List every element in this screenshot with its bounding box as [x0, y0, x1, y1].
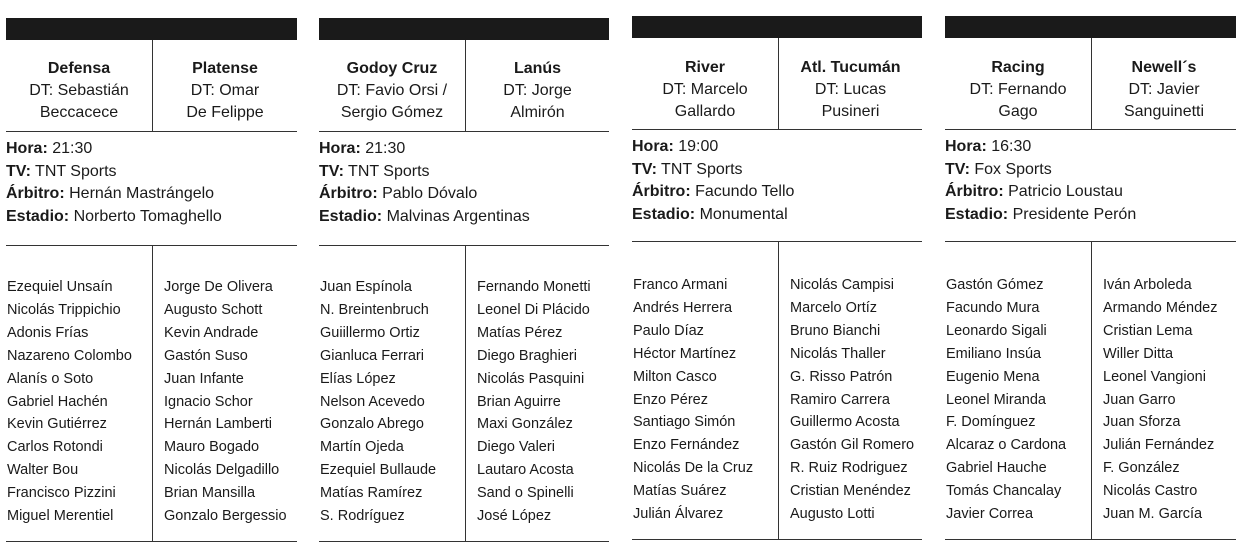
away-team: [153, 58, 297, 124]
player-name: Matías Ramírez: [320, 485, 423, 502]
player-name: F. Domínguez: [946, 414, 1036, 431]
player-name: Augusto Schott: [164, 301, 263, 318]
referee-value: Hernán Mastrángelo: [69, 185, 215, 203]
player-name: Ezequiel Bullaude: [320, 462, 437, 479]
tv-channel-value: TNT Sports: [661, 160, 743, 178]
home-lineup: [7, 276, 132, 528]
tv-channel-row: [6, 161, 297, 184]
stadium-label: Estadio:: [632, 206, 696, 224]
info-rule: [945, 241, 1236, 242]
player-name: Cristian Menéndez: [790, 483, 911, 500]
player-name: Nicolás Castro: [1103, 483, 1198, 500]
player-name: Mauro Bogado: [164, 439, 260, 456]
bottom-rule: [632, 539, 922, 540]
kickoff-time-label: Hora:: [6, 140, 48, 157]
player-name: Julián Fernández: [1103, 437, 1215, 454]
header-bar: [945, 16, 1236, 38]
away-team: [1092, 57, 1236, 123]
referee-row: [632, 181, 922, 204]
player-name: S. Rodríguez: [320, 508, 405, 525]
tv-channel-row: [632, 159, 922, 182]
player-name: Francisco Pizzini: [7, 485, 116, 502]
header-rule: [945, 129, 1236, 130]
player-name: Gabriel Hauche: [946, 460, 1047, 477]
referee-value: Patricio Loustau: [1008, 183, 1123, 201]
player-name: Leonel Di Plácido: [477, 301, 590, 318]
referee-label: Árbitro:: [6, 185, 65, 203]
player-name: Milton Casco: [633, 368, 717, 385]
coach-line: Pusineri: [821, 103, 880, 120]
tv-channel-value: TNT Sports: [348, 162, 430, 180]
coach-line: Almirón: [510, 104, 565, 121]
player-name: F. González: [1103, 460, 1180, 477]
team-name: Godoy Cruz: [346, 60, 438, 77]
coach-line: DT: Jorge: [503, 82, 572, 99]
home-team: [319, 58, 465, 124]
match-card: [945, 0, 1236, 553]
coach-line: DT: Javier: [1128, 81, 1200, 98]
header-rule: [6, 131, 297, 132]
coach-line: De Felippe: [186, 104, 264, 121]
player-name: Nicolás Trippichio: [7, 301, 121, 318]
player-name: Javier Correa: [946, 506, 1034, 523]
home-lineup: [633, 274, 753, 526]
player-name: Héctor Martínez: [633, 345, 737, 362]
team-name: Lanús: [513, 60, 562, 77]
match-info: [945, 136, 1236, 227]
player-name: R. Ruiz Rodriguez: [790, 460, 908, 477]
player-name: Ezequiel Unsaín: [7, 279, 113, 295]
player-name: Cristian Lema: [1103, 322, 1193, 339]
player-name: Sand o Spinelli: [477, 485, 574, 502]
player-name: Leonel Miranda: [946, 391, 1046, 408]
player-name: Elías López: [320, 370, 396, 387]
player-name: Kevin Gutiérrez: [7, 416, 107, 433]
info-rule: [6, 245, 297, 246]
player-name: Eugenio Mena: [946, 368, 1040, 385]
home-team: [632, 57, 778, 123]
header-rule: [632, 129, 922, 130]
player-name: Augusto Lotti: [790, 506, 875, 523]
kickoff-time-row: [6, 138, 297, 161]
tv-channel-label: TV:: [319, 162, 344, 180]
player-name: Adonis Frías: [7, 324, 89, 341]
kickoff-time-value: 21:30: [52, 140, 93, 157]
player-name: Maxi González: [477, 416, 573, 433]
tv-channel-label: TV:: [945, 160, 970, 178]
player-name: Matías Suárez: [633, 483, 727, 500]
lineup-divider: [152, 245, 153, 541]
stadium-row: [319, 206, 609, 229]
player-name: Guillermo Acosta: [790, 414, 900, 431]
away-lineup: [790, 274, 914, 526]
player-name: Diego Braghieri: [477, 347, 577, 364]
player-name: José López: [477, 508, 552, 525]
player-name: Enzo Fernández: [633, 437, 740, 454]
player-name: Matías Pérez: [477, 324, 563, 341]
coach-line: DT: Fernando: [969, 81, 1067, 98]
home-team: [6, 58, 152, 124]
player-name: Martín Ojeda: [320, 439, 404, 456]
match-info: [6, 138, 297, 229]
player-name: Ramiro Carrera: [790, 391, 890, 408]
player-name: Andrés Herrera: [633, 299, 733, 316]
kickoff-time-value: 19:00: [678, 138, 719, 155]
match-card: [6, 0, 297, 553]
player-name: Iván Arboleda: [1103, 277, 1192, 293]
player-name: Julián Álvarez: [633, 506, 724, 523]
stadium-value: Malvinas Argentinas: [386, 208, 530, 226]
stadium-label: Estadio:: [945, 206, 1009, 224]
referee-row: [945, 181, 1236, 204]
match-info: [319, 138, 609, 229]
kickoff-time-value: 16:30: [991, 138, 1032, 155]
coach-line: Sergio Gómez: [340, 104, 444, 121]
kickoff-time-label: Hora:: [632, 138, 674, 155]
player-name: Leonel Vangioni: [1103, 368, 1206, 385]
tv-channel-value: TNT Sports: [35, 162, 117, 180]
kickoff-time-row: [319, 138, 609, 161]
bottom-rule: [319, 541, 609, 542]
tv-channel-label: TV:: [632, 160, 657, 178]
player-name: Juan Garro: [1103, 391, 1176, 408]
team-name: Platense: [192, 60, 258, 77]
coach-line: Sanguinetti: [1123, 103, 1205, 120]
player-name: Nazareno Colombo: [7, 347, 132, 364]
home-team: [945, 57, 1091, 123]
player-name: Gonzalo Bergessio: [164, 508, 287, 525]
player-name: Marcelo Ortíz: [790, 299, 878, 316]
header-rule: [319, 131, 609, 132]
player-name: Brian Mansilla: [164, 485, 256, 502]
coach-line: DT: Omar: [190, 82, 260, 99]
lineup-divider: [1091, 241, 1092, 539]
player-name: Diego Valeri: [477, 439, 555, 456]
stadium-value: Presidente Perón: [1012, 206, 1137, 224]
player-name: Willer Ditta: [1103, 345, 1174, 362]
tv-channel-row: [945, 159, 1236, 182]
bottom-rule: [6, 541, 297, 542]
away-lineup: [164, 276, 287, 528]
stadium-row: [632, 204, 922, 227]
kickoff-time-label: Hora:: [945, 138, 987, 155]
away-lineup: [477, 276, 591, 528]
player-name: Hernán Lamberti: [164, 416, 272, 433]
player-name: Nicolás Thaller: [790, 345, 886, 362]
player-name: Juan Infante: [164, 370, 244, 387]
team-name: Atl. Tucumán: [800, 59, 901, 76]
player-name: Leonardo Sigali: [946, 322, 1047, 339]
referee-row: [319, 183, 609, 206]
player-name: Gastón Gil Romero: [790, 437, 915, 454]
bottom-rule: [945, 539, 1236, 540]
player-name: Franco Armani: [633, 277, 728, 293]
team-name: Racing: [991, 59, 1045, 76]
header-bar: [319, 18, 609, 40]
away-team: [779, 57, 922, 123]
info-rule: [632, 241, 922, 242]
player-name: Miguel Merentiel: [7, 508, 114, 525]
player-name: Enzo Pérez: [633, 391, 708, 408]
player-name: Juan Sforza: [1103, 414, 1181, 431]
player-name: Juan M. García: [1103, 506, 1203, 523]
referee-label: Árbitro:: [632, 183, 691, 201]
player-name: Paulo Díaz: [633, 322, 704, 339]
player-name: Carlos Rotondi: [7, 439, 103, 456]
player-name: Emiliano Insúa: [946, 345, 1042, 362]
home-lineup: [946, 274, 1066, 526]
player-name: Gastón Gómez: [946, 277, 1044, 293]
player-name: Nicolás Delgadillo: [164, 462, 280, 479]
coach-line: DT: Favio Orsi /: [336, 82, 448, 99]
header-bar: [632, 16, 922, 38]
player-name: Gianluca Ferrari: [320, 347, 424, 364]
player-name: Alanís o Soto: [7, 370, 94, 387]
stadium-row: [6, 206, 297, 229]
coach-line: Gago: [998, 103, 1038, 120]
match-info: [632, 136, 922, 227]
player-name: Alcaraz o Cardona: [946, 437, 1067, 454]
referee-value: Facundo Tello: [695, 183, 795, 201]
home-lineup: [320, 276, 436, 528]
player-name: G. Risso Patrón: [790, 368, 893, 385]
stadium-row: [945, 204, 1236, 227]
player-name: Gastón Suso: [164, 347, 248, 364]
away-lineup: [1103, 274, 1217, 526]
stadium-value: Norberto Tomaghello: [73, 208, 222, 226]
stadium-label: Estadio:: [319, 208, 383, 226]
player-name: Gabriel Hachén: [7, 393, 108, 410]
lineup-divider: [778, 241, 779, 539]
tv-channel-value: Fox Sports: [974, 160, 1052, 178]
player-name: Ignacio Schor: [164, 393, 253, 410]
player-name: Nelson Acevedo: [320, 393, 425, 410]
referee-value: Pablo Dóvalo: [382, 185, 478, 203]
info-rule: [319, 245, 609, 246]
lineup-divider: [465, 245, 466, 541]
player-name: Nicolás Campisi: [790, 277, 894, 293]
team-name: River: [684, 59, 726, 76]
kickoff-time-row: [632, 136, 922, 159]
player-name: Fernando Monetti: [477, 279, 591, 295]
stadium-value: Monumental: [699, 206, 788, 224]
stadium-label: Estadio:: [6, 208, 70, 226]
player-name: Gonzalo Abrego: [320, 416, 424, 433]
coach-line: Gallardo: [674, 103, 736, 120]
kickoff-time-row: [945, 136, 1236, 159]
tv-channel-label: TV:: [6, 162, 31, 180]
player-name: Bruno Bianchi: [790, 322, 881, 339]
kickoff-time-value: 21:30: [365, 140, 406, 157]
player-name: Kevin Andrade: [164, 324, 259, 341]
coach-line: Beccacece: [39, 104, 119, 121]
match-card: [319, 0, 609, 553]
player-name: Guiillermo Ortiz: [320, 324, 420, 341]
player-name: Juan Espínola: [320, 279, 412, 295]
coach-line: DT: Marcelo: [662, 81, 748, 98]
player-name: Lautaro Acosta: [477, 462, 574, 479]
player-name: Jorge De Olivera: [164, 279, 273, 295]
player-name: Armando Méndez: [1103, 299, 1218, 316]
player-name: Brian Aguirre: [477, 393, 561, 410]
team-name: Defensa: [47, 60, 111, 77]
tv-channel-row: [319, 161, 609, 184]
player-name: Nicolás Pasquini: [477, 370, 585, 387]
coach-line: DT: Sebastián: [29, 82, 129, 99]
referee-label: Árbitro:: [319, 185, 378, 203]
player-name: Walter Bou: [7, 462, 79, 479]
player-name: Facundo Mura: [946, 299, 1040, 316]
team-name: Newell´s: [1131, 59, 1197, 76]
player-name: N. Breintenbruch: [320, 301, 429, 318]
player-name: Nicolás De la Cruz: [633, 460, 754, 477]
referee-row: [6, 183, 297, 206]
match-card: [632, 0, 922, 553]
referee-label: Árbitro:: [945, 183, 1004, 201]
kickoff-time-label: Hora:: [319, 140, 361, 157]
coach-line: DT: Lucas: [814, 81, 887, 98]
player-name: Santiago Simón: [633, 414, 736, 431]
player-name: Tomás Chancalay: [946, 483, 1062, 500]
header-bar: [6, 18, 297, 40]
away-team: [466, 58, 609, 124]
